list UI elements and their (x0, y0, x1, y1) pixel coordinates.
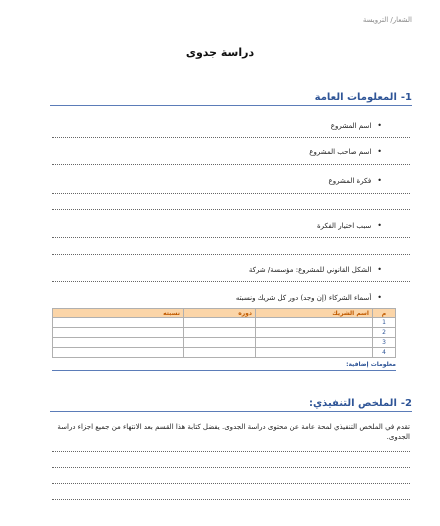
field-owner-name: • اسم صاحب المشروع (309, 147, 382, 156)
section-2-number: 2- (400, 398, 412, 409)
partner-share-cell[interactable] (53, 328, 184, 338)
partner-share-cell[interactable] (53, 348, 184, 358)
section-2-rule (50, 411, 412, 412)
partner-role-cell[interactable] (184, 318, 256, 328)
field-project-name: • اسم المشروع (331, 121, 382, 130)
partner-name-cell[interactable] (256, 328, 373, 338)
dotted-line[interactable] (52, 164, 410, 165)
field-legal-form: • الشكل القانوني للمشروع: مؤسسة/ شركة (249, 265, 382, 274)
partner-name-cell[interactable] (256, 338, 373, 348)
section-2-title: الملخص التنفيذي: (309, 398, 397, 409)
row-index: 1 (373, 318, 396, 328)
dotted-line[interactable] (52, 499, 410, 500)
extra-info-rule (52, 370, 396, 371)
section-1-heading (50, 92, 412, 104)
partner-role-cell[interactable] (184, 328, 256, 338)
partner-name-cell[interactable] (256, 318, 373, 328)
column-header-share: نسبته (53, 309, 184, 318)
row-index: 4 (373, 348, 396, 358)
dotted-line[interactable] (52, 254, 410, 255)
header-note: الشعار/ الترويسة (362, 16, 412, 24)
dotted-line[interactable] (52, 451, 410, 452)
column-header-index: م (373, 309, 396, 318)
section-1-number: 1- (400, 92, 412, 103)
extra-info-label: معلومات إضافية: (346, 361, 396, 368)
field-project-idea: • فكرة المشروع (329, 176, 382, 185)
row-index: 2 (373, 328, 396, 338)
table-row (53, 348, 396, 358)
table-header-row (53, 309, 396, 318)
dotted-line[interactable] (52, 237, 410, 238)
document-title: دراسة جدوى (185, 46, 255, 59)
dotted-line[interactable] (52, 483, 410, 484)
field-partners: • أسماء الشركاء (إن وجد) دور كل شريك ونسبته (236, 293, 382, 302)
table-row (53, 338, 396, 348)
section-1-rule (50, 105, 412, 106)
field-idea-reason: • سبب اختيار الفكرة (317, 221, 382, 230)
dotted-line[interactable] (52, 193, 410, 194)
section-2-heading (50, 398, 412, 410)
row-index: 3 (373, 338, 396, 348)
dotted-line[interactable] (52, 209, 410, 210)
partner-name-cell[interactable] (256, 348, 373, 358)
dotted-line[interactable] (52, 137, 410, 138)
partner-share-cell[interactable] (53, 338, 184, 348)
partners-table (52, 308, 396, 358)
table-row (53, 328, 396, 338)
column-header-partner-name: اسم الشريك (256, 309, 373, 318)
dotted-line[interactable] (52, 281, 410, 282)
dotted-line[interactable] (52, 467, 410, 468)
partner-role-cell[interactable] (184, 348, 256, 358)
section-1-title: المعلومات العامة (314, 92, 397, 103)
table-row (53, 318, 396, 328)
partner-role-cell[interactable] (184, 338, 256, 348)
column-header-role: دوره (184, 309, 256, 318)
partner-share-cell[interactable] (53, 318, 184, 328)
executive-summary-text: تقدم في الملخص التنفيذي لمحة عامة عن محتوى دراسة الجدوى. يفضل كتابة هذا القسم بعد الانتهاء من جميع اجزاء دراسة الجدوى. (57, 423, 410, 441)
